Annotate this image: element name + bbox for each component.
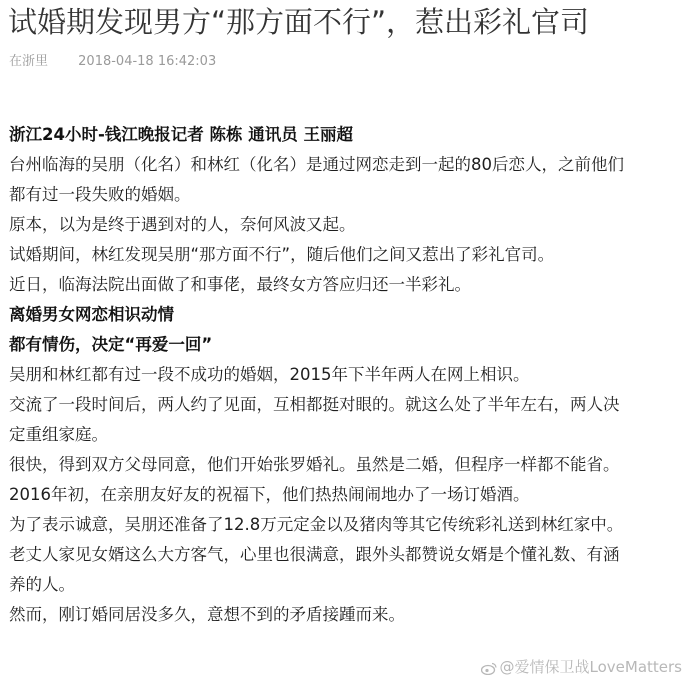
article-paragraph-line: 定重组家庭。 xyxy=(9,425,108,444)
article-subheading: 浙江24小时-钱江晚报记者 陈栋 通讯员 王丽超 xyxy=(9,125,354,144)
article-paragraph-line: 然而，刚订婚同居没多久，意想不到的矛盾接踵而来。 xyxy=(9,605,405,624)
article-paragraph-line: 试婚期间，林红发现吴朋“那方面不行”，随后他们之间又惹出了彩礼官司。 xyxy=(9,245,555,264)
watermark xyxy=(481,658,682,676)
article-paragraph-line: 老丈人家见女婿这么大方客气，心里也很满意，跟外头都赞说女婿是个懂礼数、有涵 xyxy=(9,545,620,564)
article-meta xyxy=(9,53,216,71)
article-paragraph-line: 很快，得到双方父母同意，他们开始张罗婚礼。虽然是二婚，但程序一样都不能省。 xyxy=(9,455,620,474)
article-paragraph-line: 都有过一段失败的婚姻。 xyxy=(9,185,191,204)
article-title: 试婚期发现男方“那方面不行”，惹出彩礼官司 xyxy=(8,5,590,39)
article-paragraph-line: 交流了一段时间后，两人约了见面，互相都挺对眼的。就这么处了半年左右，两人决 xyxy=(9,395,620,414)
article-paragraph-line: 近日，临海法院出面做了和事佬，最终女方答应归还一半彩礼。 xyxy=(9,275,471,294)
watermark-text: @爱情保卫战LoveMatters xyxy=(499,658,682,676)
article-subheading: 离婚男女网恋相识动情 xyxy=(9,305,174,324)
weibo-icon xyxy=(481,661,497,674)
article-paragraph-line: 台州临海的吴朋（化名）和林红（化名）是通过网恋走到一起的80后恋人，之前他们 xyxy=(9,155,624,174)
article-paragraph-line: 2016年初，在亲朋友好友的祝福下，他们热热闹闹地办了一场订婚酒。 xyxy=(9,485,530,504)
article-paragraph-line: 原本，以为是终于遇到对的人，奈何风波又起。 xyxy=(9,215,356,234)
article-timestamp: 2018-04-18 16:42:03 xyxy=(78,54,217,69)
article-paragraph-line: 养的人。 xyxy=(9,575,75,594)
article-subheading: 都有情伤，决定“再爱一回” xyxy=(9,335,213,354)
article-body xyxy=(9,120,681,630)
article-paragraph-line: 为了表示诚意，吴朋还准备了12.8万元定金以及猪肉等其它传统彩礼送到林红家中。 xyxy=(9,515,624,534)
article-source[interactable]: 在浙里 xyxy=(9,54,49,69)
article-paragraph-line: 吴朋和林红都有过一段不成功的婚姻，2015年下半年两人在网上相识。 xyxy=(9,365,530,384)
